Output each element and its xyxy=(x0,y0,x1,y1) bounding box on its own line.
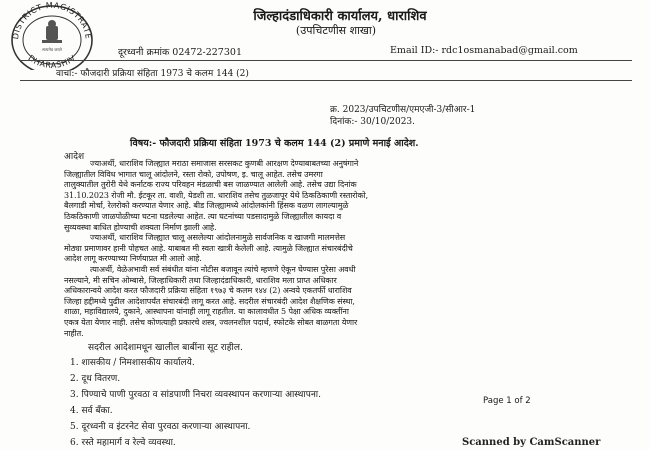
order-number: क्र. 2023/उपचिटणीस/एमएजी-3/सीआर-1 xyxy=(330,105,476,115)
scanner-watermark: Scanned by CamScanner xyxy=(462,437,601,448)
office-subtitle: (उपचिटणीस शाखा) xyxy=(295,24,377,37)
para3-line: जिल्हा हद्दीमध्ये पुढील आदेशापर्यंत संचारबंदी लागू करत आहे. सदरील संचारबंदी आदेश शैक्षणिक संस्था, xyxy=(64,296,355,306)
header-rule xyxy=(20,60,632,61)
page-number: Page 1 of 2 xyxy=(483,396,531,406)
exemption-intro: सदरील आदेशामधून खालील बाबींना सूट राहील. xyxy=(88,343,243,354)
para1-line: ज्याअर्थी, धाराशिव जिल्ह्यात मराठा समाजास सरसकट कुणबी आरक्षण देण्याबाबतच्या अनुषंगाने xyxy=(90,159,359,168)
para2-line: मोठ्या प्रमाणावर हानी पोहचत आहे. याबाबत मी स्वतः खात्री केलेली आहे. त्यामुळे जिल्ह्यात संचारबंदीचे xyxy=(64,243,353,253)
order-date: दिनांक:- 30/10/2023. xyxy=(330,117,416,127)
exemption-item: 3. पिण्याचे पाणी पुरवठा व सांडपाणी निचरा व्यवस्थापन करणाऱ्या आस्थापना. xyxy=(70,390,322,401)
para1-line: 31.10.2023 रोजी मौ. ईटकूर ता. वाशी, येडशी ता. धाराशिव तसेच तुळजापूर येथे ठिकठिकाणी रस्तारोको, xyxy=(64,190,369,200)
exemption-item: 2. दूध वितरण. xyxy=(70,374,121,385)
reference-line: वाचा:- फौजदारी प्रक्रिया संहिता 1973 चे कलम 144 (2) xyxy=(56,69,249,79)
para2-line: ज्याअर्थी, धाराशिव जिल्ह्यात चालू असलेल्या आंदोलनामुळे सार्वजनिक व खाजगी मालमत्तेस xyxy=(90,233,346,243)
exemption-item: 5. दूरध्वनी व इंटरनेट सेवा पुरवठा करणाऱ्या आस्थापना. xyxy=(70,422,251,433)
para1-line: तालुक्यातील तुरोरी येथे कर्नाटक राज्य परिवहन मंडळाची बस जाळण्यात आलेली आहे. तसेच उद्या दिनांक xyxy=(64,180,357,190)
para1-line: जिल्ह्यातील विविध भागात चालू आंदोलने, रस्ता रोको, उपोषण, इ. चालू आहेत. तसेच उमरगा xyxy=(64,169,323,179)
para1-line: सुव्यवस्था बाधित होण्याची शक्यता निर्माण झाली आहे. xyxy=(64,222,217,232)
para3-line: एकत्र येता येणार नाही. तसेच कोणत्याही प्रकारचे शस्त्र, ज्वलनशील पदार्थ, स्फोटके सोबत बाळगता येणार xyxy=(64,318,358,327)
subject-line: विषय:- फौजदारी प्रक्रिया संहिता 1973 चे कलम 144 (2) प्रमाणे मनाई आदेश. xyxy=(130,138,419,149)
reference-rule xyxy=(20,80,632,81)
phone-number: दूरध्वनी क्रमांक 02472-227301 xyxy=(118,47,242,58)
exemption-item: 1. शासकीय / निमशासकीय कार्यालये. xyxy=(70,358,195,369)
para3-line: त्याअर्थी, वेळेअभावी सर्व संबंधीत यांना नोटीस बजावून त्यांचे म्हणणे ऐकून घेण्यास पुरेसा अवधी xyxy=(90,265,356,274)
seal-text-bottom: DHARASHIV xyxy=(26,53,78,70)
para3-line: नसल्याने, मी सचिन ओम्बासे, जिल्हाधिकारी तथा जिल्हादंडाधिकारी, धाराशिव मला प्राप्त अधिकार xyxy=(64,275,337,285)
email-address: Email ID:- rdc1osmanabad@gmail.com xyxy=(390,45,578,56)
para3-line: नाहीत. xyxy=(64,328,84,338)
exemption-item: 6. रस्ते महामार्ग व रेल्वे व्यवस्था. xyxy=(70,438,176,449)
exemption-item: 4. सर्व बँका. xyxy=(70,406,113,417)
office-title: जिल्हादंडाधिकारी कार्यालय, धाराशिव xyxy=(253,9,427,24)
emblem-icon xyxy=(42,20,62,43)
para3-line: अधिकारान्वये आदेश करत फौजदारी प्रक्रिया संहिता १९७३ चे कलम १४४ (2) अन्वये एकतर्फी धाराशिव xyxy=(64,286,352,296)
order-label: आदेश xyxy=(64,152,85,162)
para2-line: आदेश लागू करण्याच्या निर्णयाप्रत मी आलो आहे. xyxy=(64,254,202,264)
para1-line: बैलगाडी मोर्चा, रेलरोको करण्यात येणार आहे. बीड जिल्ह्यामध्ये आंदोलकांनी हिंसक वळण लागल्यामुळे xyxy=(64,201,349,211)
emblem-motto: सत्यमेव जयते xyxy=(42,47,62,52)
seal-text-top: DISTRICT MAGISTRATE xyxy=(11,0,93,40)
para1-line: ठिकठिकाणी जाळपोळीच्या घटना घडलेल्या आहेत. त्या घटनांच्या पडसादामुळे जिल्ह्यातील कायदा व xyxy=(64,212,342,221)
para3-line: शाळा, महाविद्यालये, दुकाने, आस्थापना यांनाही लागू राहतील. या कालावधीत 5 पेक्षा अधिक व्यक्तींना xyxy=(64,307,349,317)
